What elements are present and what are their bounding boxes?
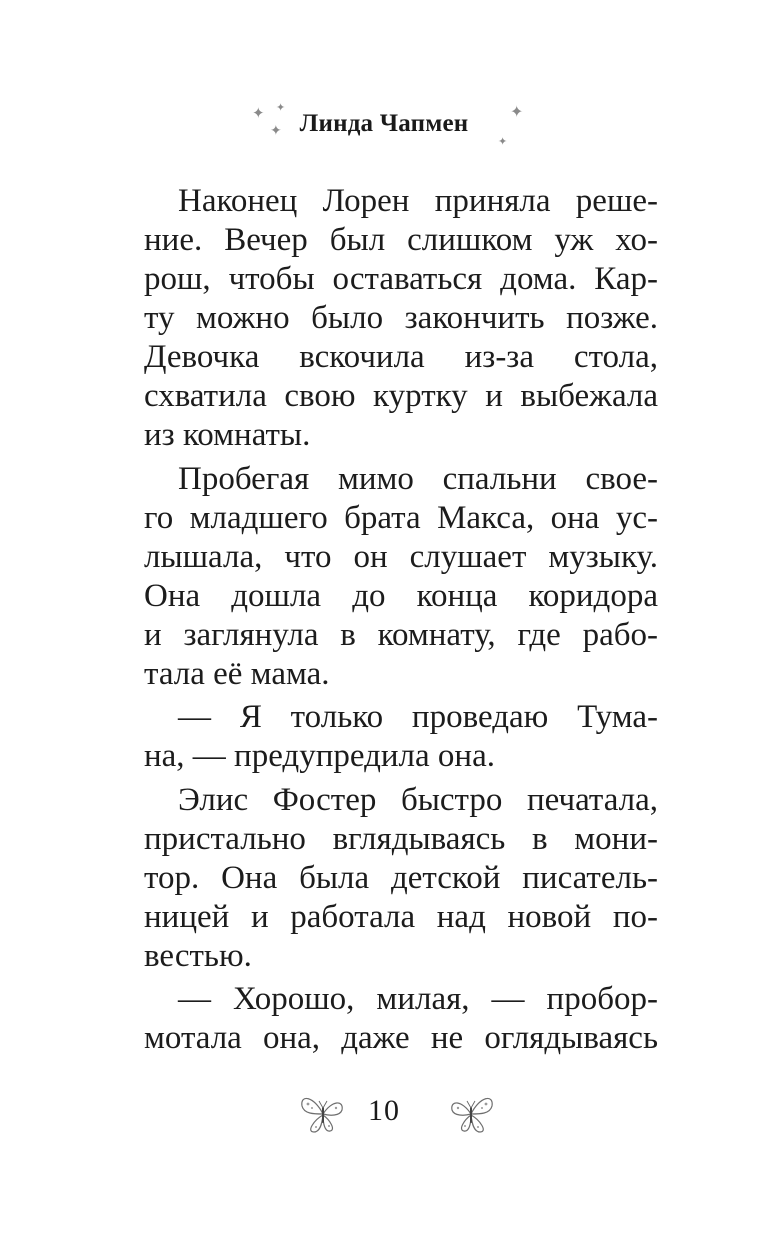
text-line: и заглянула в комнату, где рабо- [144, 616, 658, 653]
running-header [0, 98, 768, 158]
text-line: тала её мама. [144, 655, 330, 692]
author-name: Линда Чапмен [299, 110, 469, 137]
text-line: го младшего брата Макса, она ус- [144, 499, 658, 536]
star-icon: ✦ [252, 104, 265, 122]
star-icon: ✦ [270, 123, 282, 139]
body-text [144, 182, 658, 1058]
text-line: лышала, что он слушает музыку. [144, 538, 658, 575]
butterfly-icon [444, 1090, 498, 1138]
text-line: Наконец Лорен приняла реше- [178, 183, 658, 219]
text-line: тор. Она была детской писатель- [144, 859, 658, 896]
text-line: из комнаты. [144, 417, 311, 453]
text-line: вестью. [144, 937, 252, 974]
star-icon: ✦ [276, 101, 286, 114]
text-line: Девочка вскочила из-за стола, [144, 339, 658, 375]
text-line: ту можно было закончить позже. [144, 300, 658, 336]
text-line: Она дошла до конца коридора [144, 577, 658, 614]
text-line: схватила свою куртку и выбежала [144, 378, 658, 414]
text-line: ницей и работала над новой по- [144, 898, 658, 935]
text-line: Элис Фостер быстро печатала, [178, 781, 658, 818]
text-line: ние. Вечер был слишком уж хо- [144, 222, 658, 258]
page-number: 10 [368, 1094, 400, 1127]
text-line: рош, чтобы оставаться дома. Кар- [144, 261, 658, 297]
text-line: — Я только проведаю Тума- [178, 699, 658, 735]
text-line: Пробегая мимо спальни свое- [178, 460, 658, 497]
text-line: на, — предупредила она. [144, 738, 495, 774]
text-line: — Хорошо, милая, — пробор- [178, 981, 658, 1017]
star-icon: ✦ [510, 102, 524, 121]
star-icon: ✦ [498, 135, 508, 148]
text-line: мотала она, даже не оглядываясь [144, 1020, 658, 1056]
page-footer [0, 1088, 768, 1148]
text-line: пристально вглядываясь в мони- [144, 820, 658, 857]
